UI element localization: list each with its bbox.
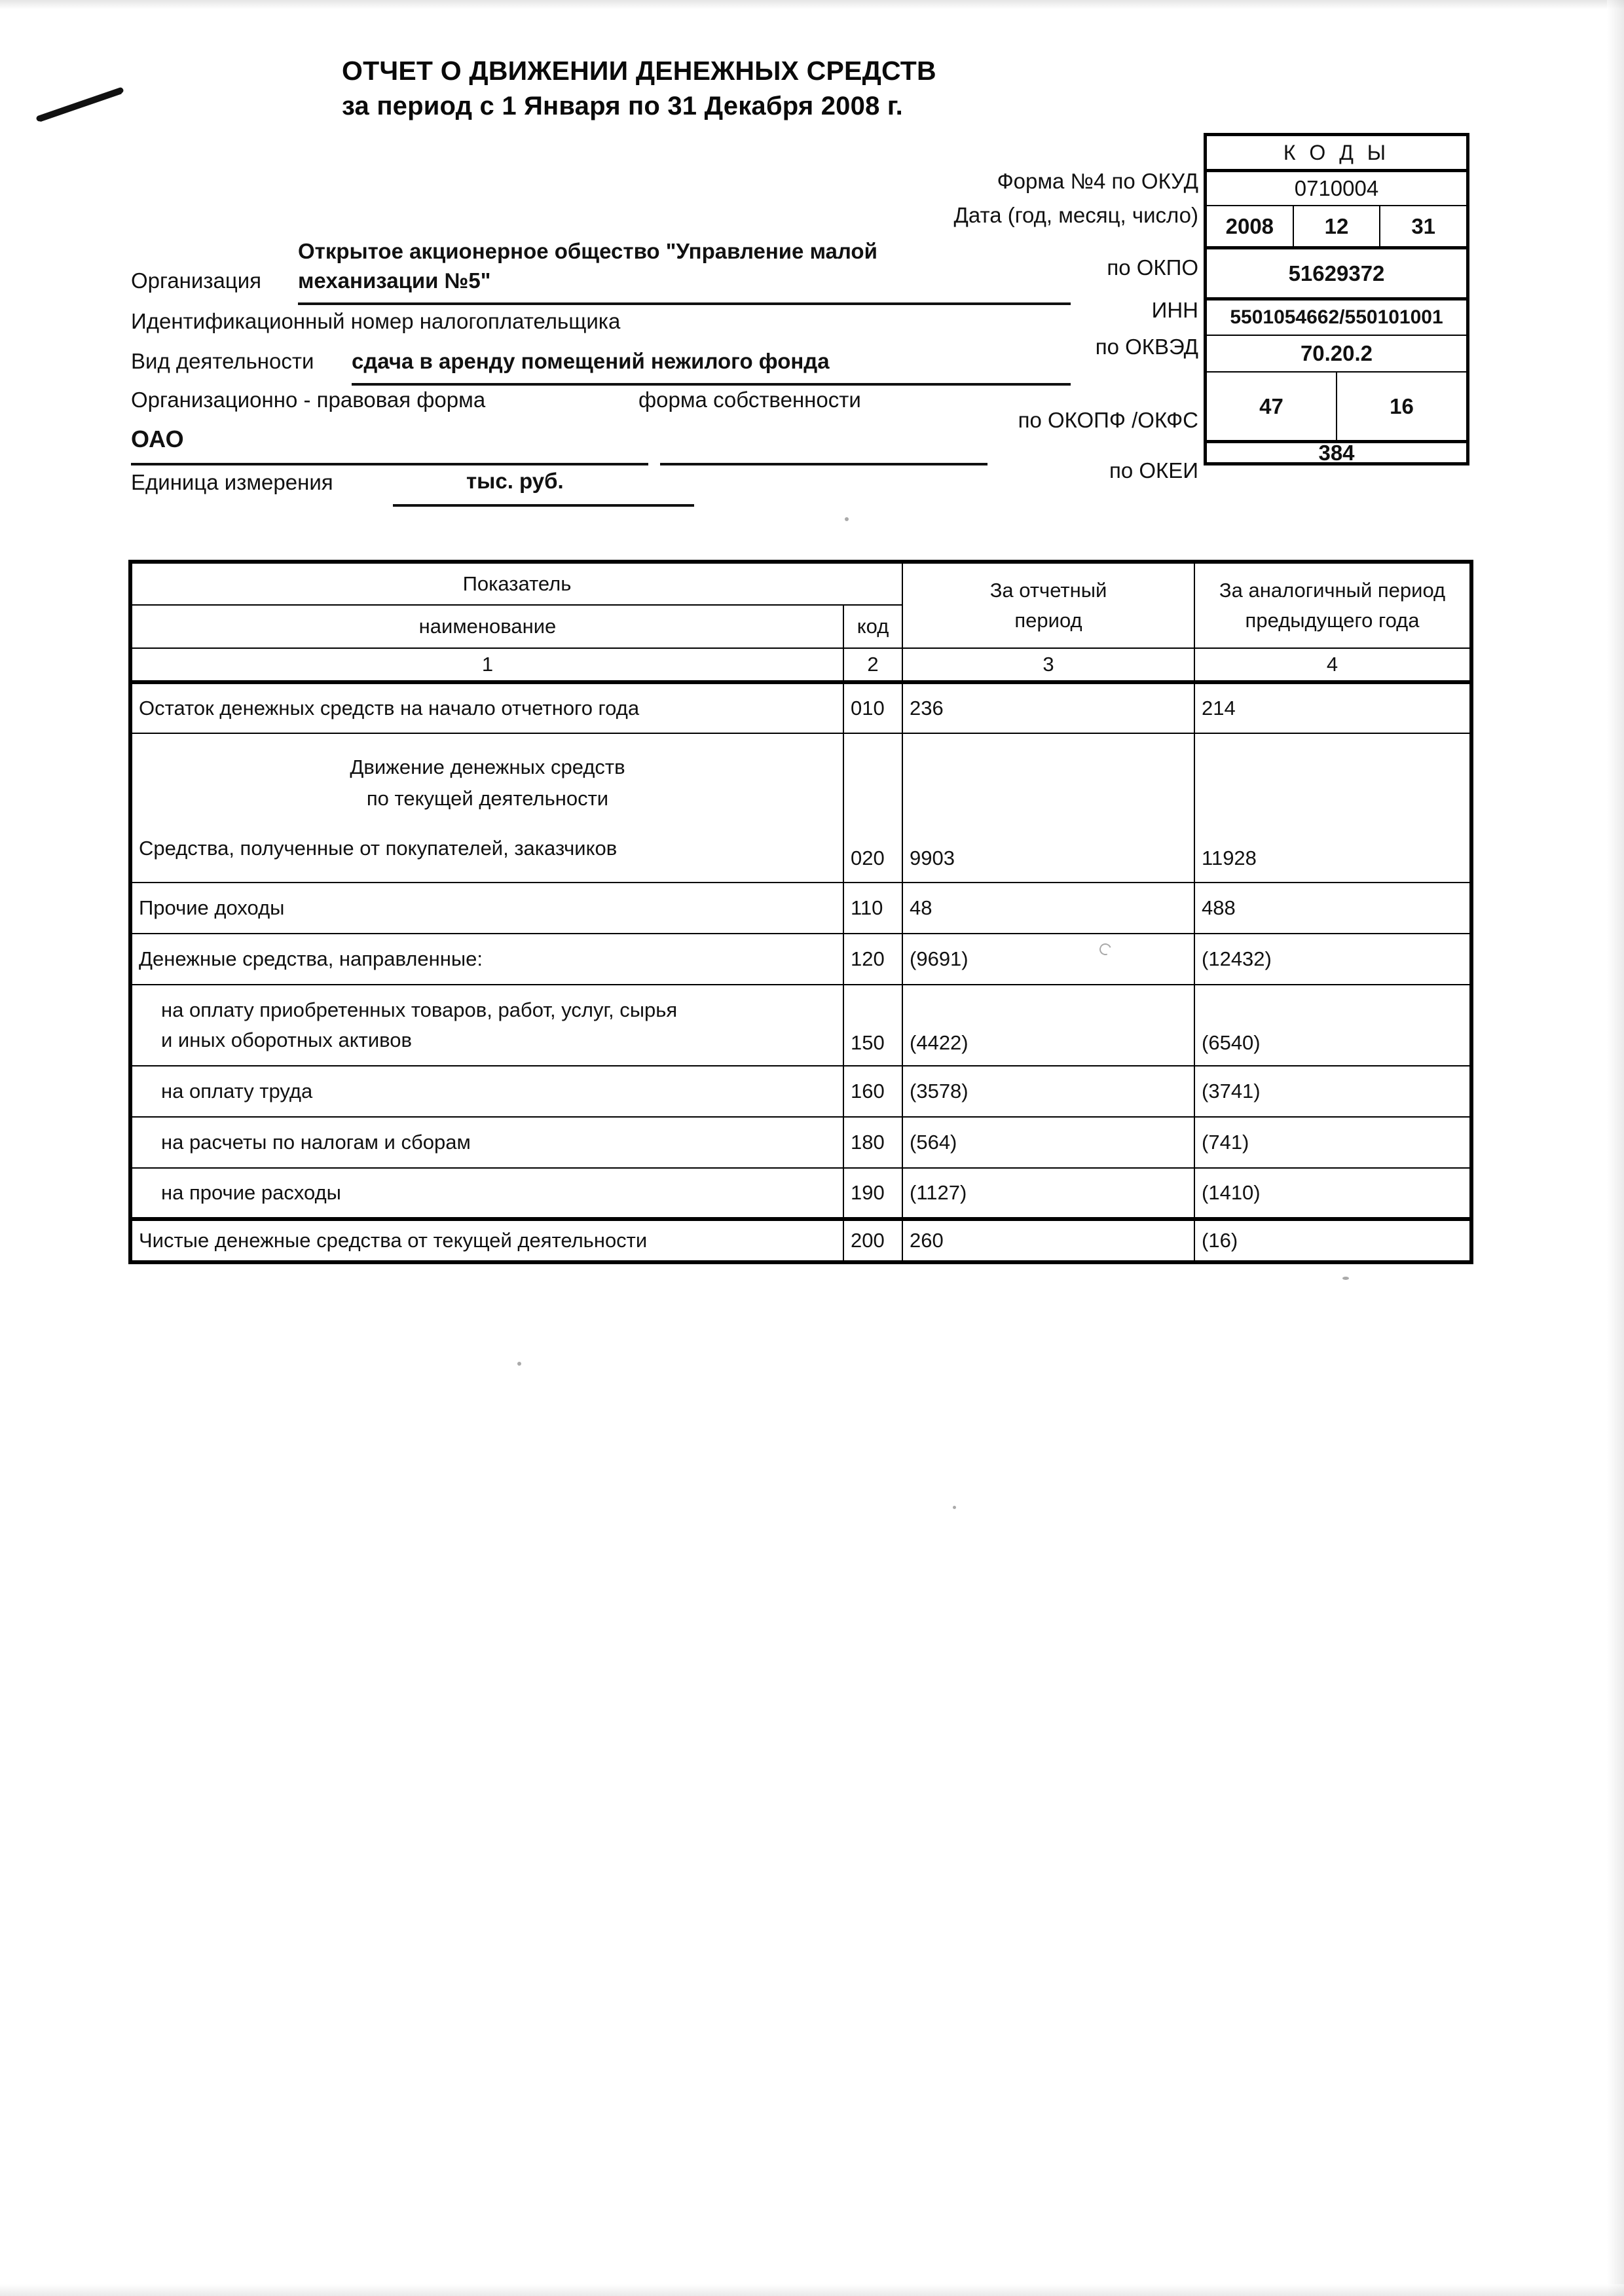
codes-header-label: К О Д Ы (1283, 140, 1390, 164)
header-previous-period-l2: предыдущего года (1245, 609, 1420, 632)
row-name: на расчеты по налогам и сборам (130, 1117, 843, 1168)
label-okei: по ОКЕИ (1109, 458, 1198, 483)
legal-form-label: Организационно - правовая форма (131, 388, 486, 412)
row-code: 010 (843, 682, 902, 733)
row-code: 160 (843, 1066, 902, 1117)
header-name: наименование (130, 605, 843, 648)
row-current: 236 (902, 682, 1194, 733)
row-previous: (16) (1194, 1219, 1471, 1262)
label-okud: Форма №4 по ОКУД (997, 169, 1198, 193)
inn-label: Идентификационный номер налогоплательщика (131, 309, 621, 333)
row-section (130, 733, 843, 883)
row-code: 190 (843, 1168, 902, 1219)
row-previous: 214 (1194, 682, 1471, 733)
codes-row-okei (1207, 443, 1466, 463)
row-name-l2: и иных оборотных активов (161, 1029, 413, 1051)
row-name (130, 985, 843, 1066)
row-name: Прочие доходы (130, 883, 843, 934)
scan-speck (953, 1506, 956, 1509)
codes-row-okpo (1207, 249, 1466, 301)
table-row (130, 1066, 1471, 1117)
value-okopf: 47 (1259, 393, 1283, 418)
row-name-l1: на оплату приобретенных товаров, работ, услуг, сырья (161, 998, 678, 1021)
codes-box (1204, 133, 1469, 465)
codes-row-date (1207, 206, 1466, 249)
row-name: Чистые денежные средства от текущей деятельности (130, 1219, 843, 1262)
row-current-value: (9691) (910, 947, 969, 970)
scan-speck (1342, 1277, 1349, 1280)
section-heading-l2: по текущей деятельности (366, 786, 609, 810)
row-name: Остаток денежных средств на начало отчетного года (130, 682, 843, 733)
value-okved: 70.20.2 (1300, 341, 1373, 365)
table-row (130, 934, 1471, 985)
row-name: Средства, полученные от покупателей, заказчиков (139, 837, 618, 860)
table-row (130, 1219, 1471, 1262)
activity-underline (352, 383, 1071, 386)
row-name: Денежные средства, направленные: (130, 934, 843, 985)
value-date-month: 12 (1293, 206, 1380, 246)
scan-edge-right (1607, 0, 1624, 2296)
row-previous: (6540) (1194, 985, 1471, 1066)
row-name: на оплату труда (130, 1066, 843, 1117)
table-column-numbers-row (130, 648, 1471, 682)
row-previous: (1410) (1194, 1168, 1471, 1219)
colnum-4: 4 (1194, 648, 1471, 682)
label-okpo: по ОКПО (1107, 255, 1198, 280)
scan-speck (517, 1362, 521, 1366)
label-inn: ИНН (1151, 298, 1198, 322)
scan-artifact (1098, 941, 1113, 957)
row-current (902, 934, 1194, 985)
row-previous: 488 (1194, 883, 1471, 934)
row-code: 120 (843, 934, 902, 985)
row-code: 020 (843, 733, 902, 883)
org-label: Организация (131, 268, 262, 293)
scan-edge-bottom (0, 2284, 1624, 2296)
row-previous: (12432) (1194, 934, 1471, 985)
codes-header-row (1207, 136, 1466, 172)
table-row (130, 1117, 1471, 1168)
row-current: (1127) (902, 1168, 1194, 1219)
label-okopf-okfs: по ОКОПФ /ОКФС (1018, 408, 1198, 432)
value-inn: 5501054662/550101001 (1230, 306, 1443, 328)
unit-label: Единица измерения (131, 470, 333, 494)
row-code: 150 (843, 985, 902, 1066)
row-current: (3578) (902, 1066, 1194, 1117)
handwritten-pen-mark (35, 86, 124, 122)
row-name: на прочие расходы (130, 1168, 843, 1219)
document-subtitle: за период с 1 Января по 31 Декабря 2008 г. (342, 92, 903, 120)
table-row (130, 682, 1471, 733)
table-header-row-1 (130, 562, 1471, 605)
codes-row-inn (1207, 301, 1466, 336)
cash-flow-table (128, 560, 1473, 1264)
row-current: 9903 (902, 733, 1194, 883)
table-row (130, 1168, 1471, 1219)
header-current-period-l1: За отчетный (989, 578, 1107, 602)
activity-value: сдача в аренду помещений нежилого фонда (352, 349, 830, 373)
row-current: (564) (902, 1117, 1194, 1168)
label-okved: по ОКВЭД (1095, 335, 1198, 359)
label-date: Дата (год, месяц, число) (953, 203, 1198, 227)
codes-row-okved (1207, 336, 1466, 373)
document-title: ОТЧЕТ О ДВИЖЕНИИ ДЕНЕЖНЫХ СРЕДСТВ (342, 56, 936, 86)
table-row (130, 733, 1471, 883)
header-previous-period (1194, 562, 1471, 648)
scan-edge-top (0, 0, 1624, 9)
header-previous-period-l1: За аналогичный период (1219, 578, 1446, 602)
table-row (130, 883, 1471, 934)
row-code: 110 (843, 883, 902, 934)
row-previous: (3741) (1194, 1066, 1471, 1117)
value-date-day: 31 (1379, 206, 1466, 246)
table-row (130, 985, 1471, 1066)
legal-form-underline (131, 463, 648, 465)
section-heading-l1: Движение денежных средств (350, 755, 625, 778)
value-okud: 0710004 (1294, 176, 1379, 200)
row-previous: 11928 (1194, 733, 1471, 883)
row-code: 200 (843, 1219, 902, 1262)
colnum-2: 2 (843, 648, 902, 682)
colnum-1: 1 (130, 648, 843, 682)
org-name-underline (298, 302, 1071, 305)
row-current: 260 (902, 1219, 1194, 1262)
codes-row-okopf-okfs (1207, 373, 1466, 443)
activity-label: Вид деятельности (131, 349, 314, 373)
org-name-line-2: механизации №5" (298, 268, 491, 293)
org-name-line-1: Открытое акционерное общество "Управление малой (298, 239, 877, 263)
row-code: 180 (843, 1117, 902, 1168)
header-current-period (902, 562, 1194, 648)
value-okfs: 16 (1336, 373, 1466, 440)
legal-form-value: ОАО (131, 426, 184, 452)
row-previous: (741) (1194, 1117, 1471, 1168)
ownership-form-underline (660, 463, 987, 465)
codes-row-okud (1207, 172, 1466, 206)
ownership-form-label: форма собственности (638, 388, 861, 412)
row-current: (4422) (902, 985, 1194, 1066)
unit-underline (393, 504, 694, 507)
value-okpo: 51629372 (1288, 261, 1385, 285)
value-okei: 384 (1318, 441, 1355, 465)
header-current-period-l2: период (1014, 609, 1082, 632)
colnum-3: 3 (902, 648, 1194, 682)
scan-speck (845, 517, 849, 521)
header-code: код (843, 605, 902, 648)
unit-value: тыс. руб. (466, 469, 564, 493)
header-indicator: Показатель (130, 562, 902, 605)
row-current: 48 (902, 883, 1194, 934)
value-date-year: 2008 (1225, 213, 1274, 238)
